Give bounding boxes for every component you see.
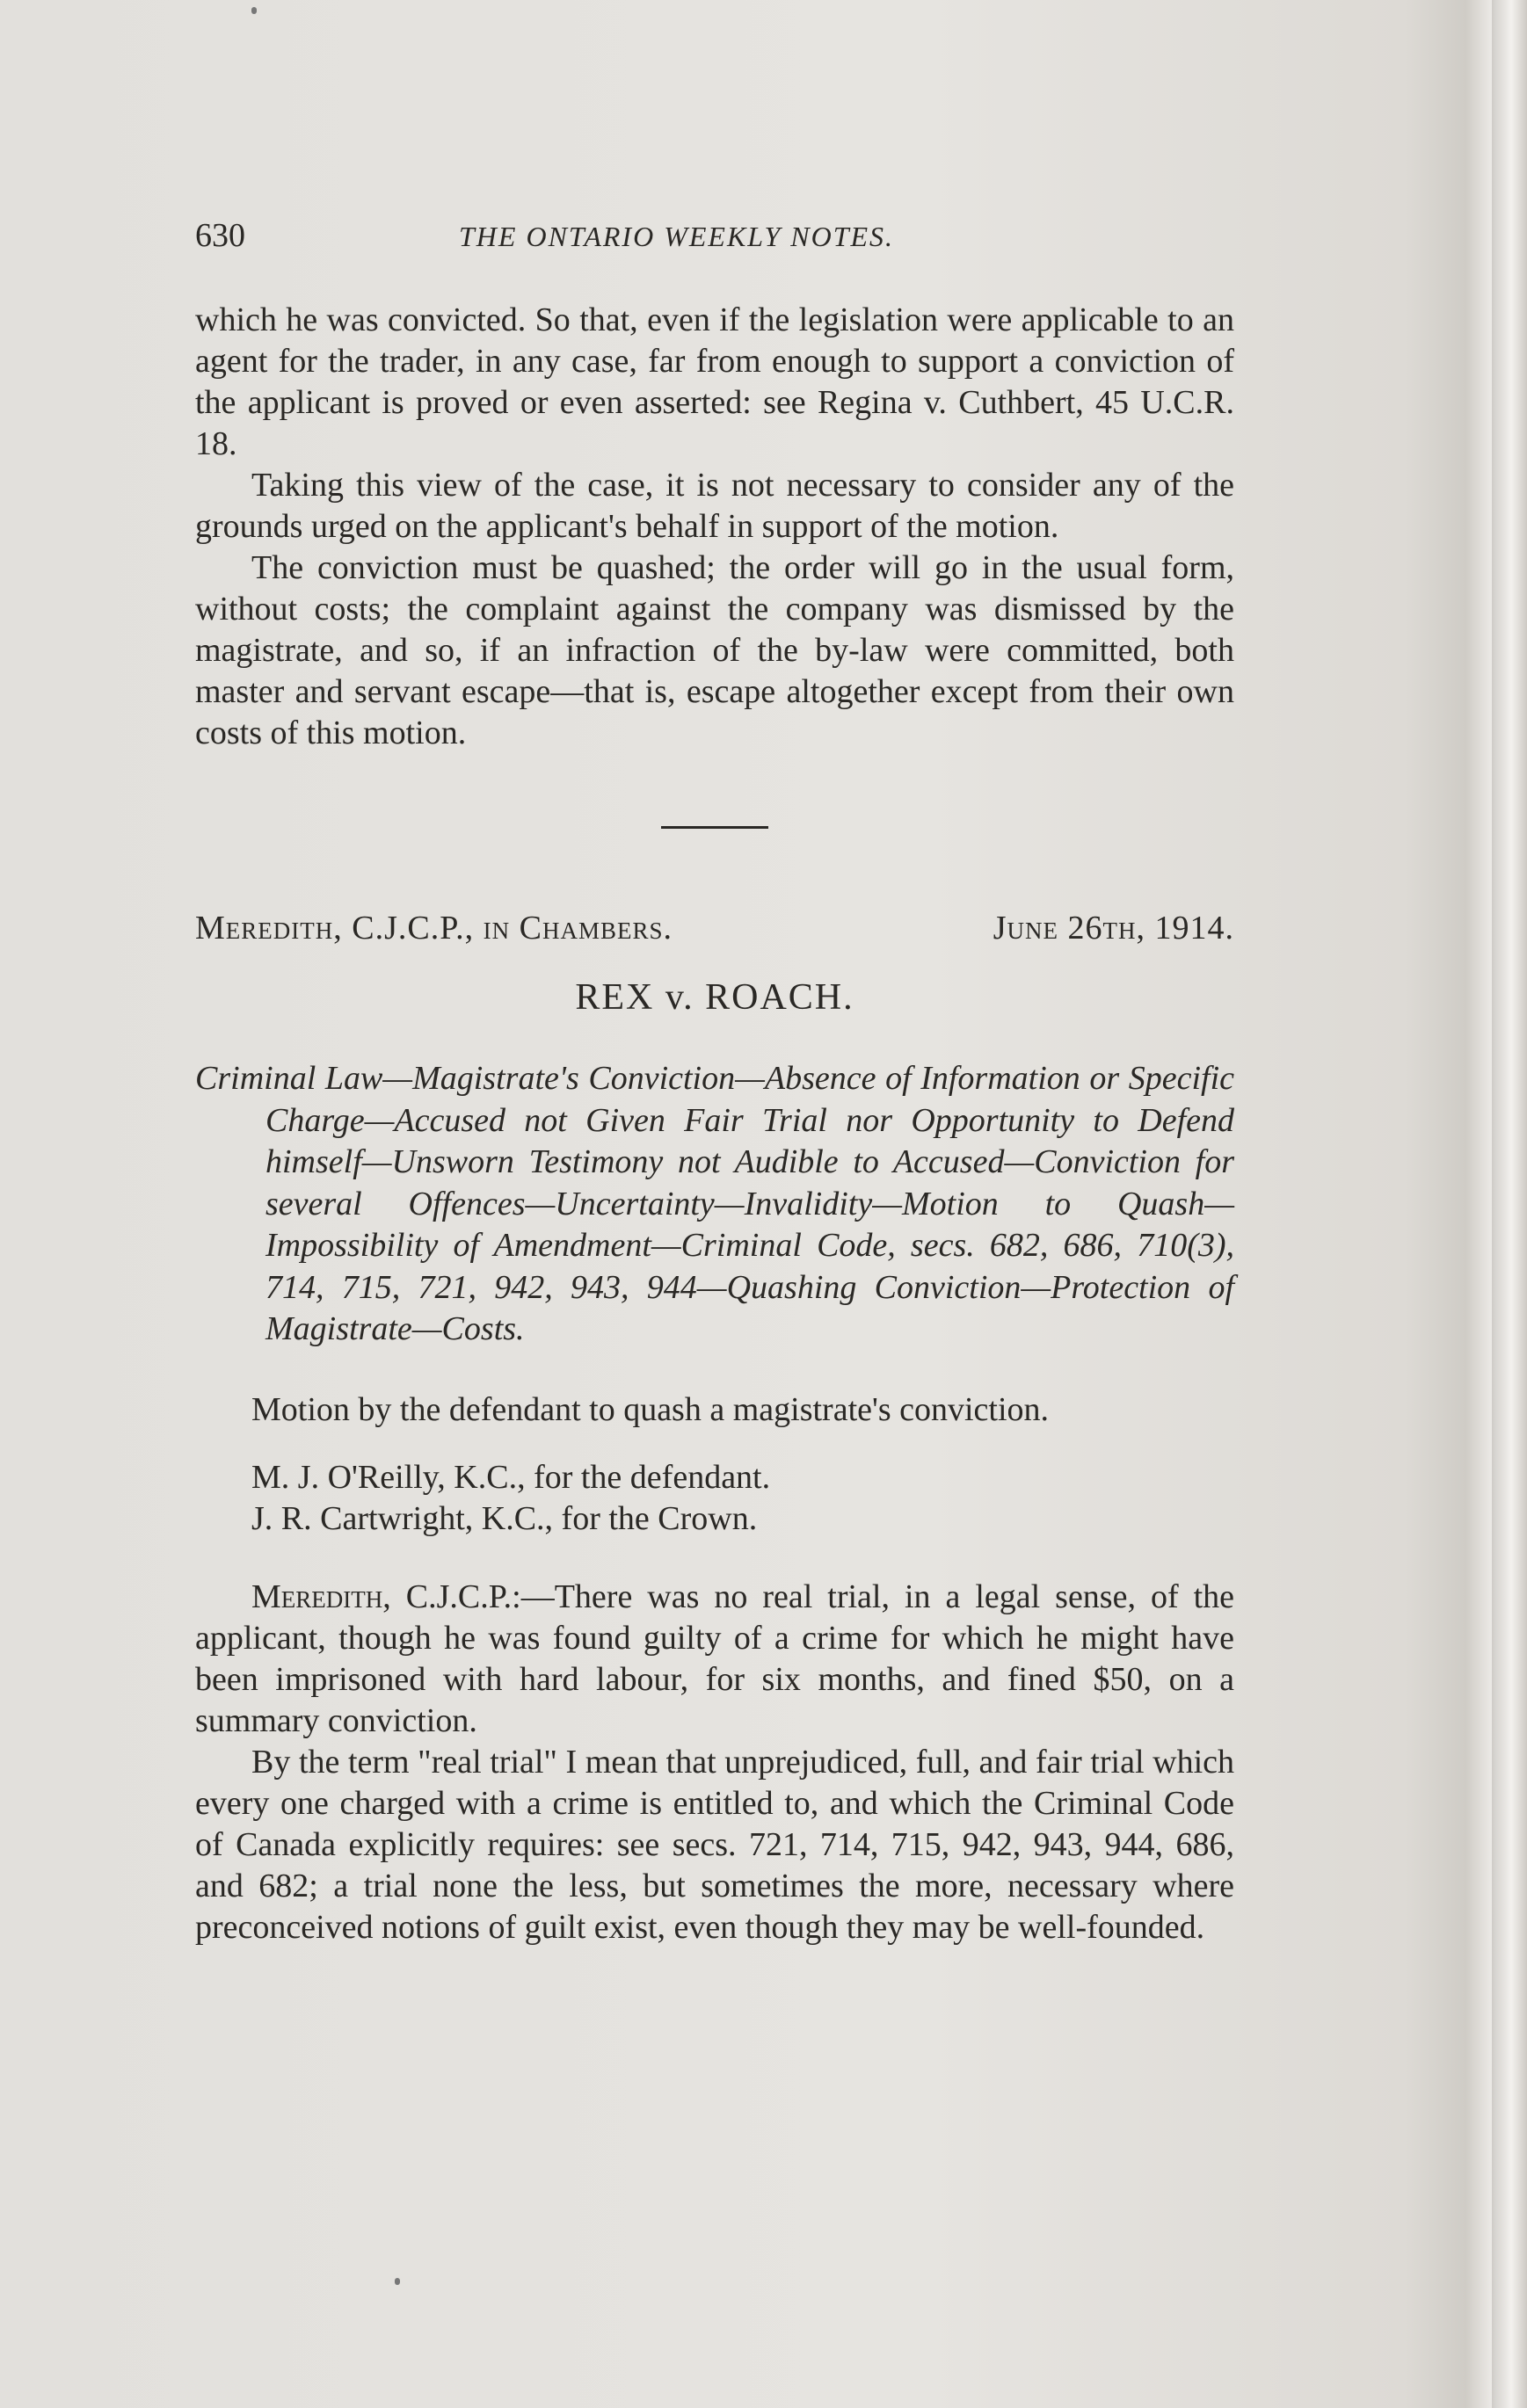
running-header (195, 215, 1234, 259)
court-line (195, 908, 1234, 949)
court-date: June 26th, 1914. (993, 910, 1234, 947)
ink-speck (251, 7, 257, 14)
judgment-text: There was no real trial, in a legal sense, of the applicant, though he was found guilty of a crime for which he might have been imprisoned with hard labour, for six months, and fined $50, on a summary conviction. (195, 1578, 1234, 1739)
case-title: REX v. ROACH. (575, 977, 854, 1018)
paragraph: Taking this view of the case, it is not necessary to consider any of the grounds urged on the applicant's behalf in support of the motion. (195, 467, 1234, 545)
counsel-list (195, 1457, 1234, 1540)
paragraph: By the term "real trial" I mean that unprejudiced, full, and fair trial which every one charged with a crime is entitled to, and which the Criminal Code of Canada explicitly requires: see secs. 721, 714, 715, 942, 943, 944, 686, and 682; a trial none the less, but sometimes the more, necessary where preconceived notions of guilt exist, even though they may be well-founded. (195, 1743, 1234, 1946)
court-judge: Meredith, C.J.C.P., in Chambers. (195, 910, 673, 947)
headnote: Criminal Law—Magistrate's Conviction—Absence of Information or Specific Charge—Accused not Given Fair Trial nor Opportunity to Defend himself—Unsworn Testimony not Audible to Accused—Conviction for several Offences—Uncertainty—Invalidity—Motion to Quash—Impossibility of Amendment—Criminal Code, secs. 682, 686, 710(3), 714, 715, 721, 942, 943, 944—Quashing Conviction—Protection of Magistrate—Costs. (195, 1060, 1234, 1347)
page-number: 630 (195, 217, 245, 254)
judgment-judge: Meredith, C.J.C.P. (251, 1578, 513, 1615)
counsel-line: J. R. Cartwright, K.C., for the Crown. (251, 1499, 758, 1537)
page-edge-shadow (1492, 0, 1527, 2408)
paragraph: The conviction must be quashed; the order will go in the usual form, without costs; the complaint against the company was dismissed by the magistrate, and so, if an infraction of the by-law were committed, both master and servant escape—that is, escape altogether except from their own costs of this motion. (195, 549, 1234, 751)
page-content (195, 215, 1234, 1948)
motion-statement: Motion by the defendant to quash a magistrate's conviction. (251, 1390, 1050, 1428)
judgment-separator: :— (512, 1578, 555, 1615)
section-divider (661, 826, 768, 829)
judgment-paragraph (195, 1577, 1234, 1742)
ink-speck (395, 2278, 400, 2285)
paragraph-continuation: which he was convicted. So that, even if the legislation were applicable to an agent for the trader, in any case, far from enough to support a conviction of the applicant is proved or even asserted: see Regina v. Cuthbert, 45 U.C.R. 18. (195, 301, 1234, 462)
counsel-line: M. J. O'Reilly, K.C., for the defendant. (251, 1458, 771, 1496)
running-title: THE ONTARIO WEEKLY NOTES. (459, 221, 895, 252)
